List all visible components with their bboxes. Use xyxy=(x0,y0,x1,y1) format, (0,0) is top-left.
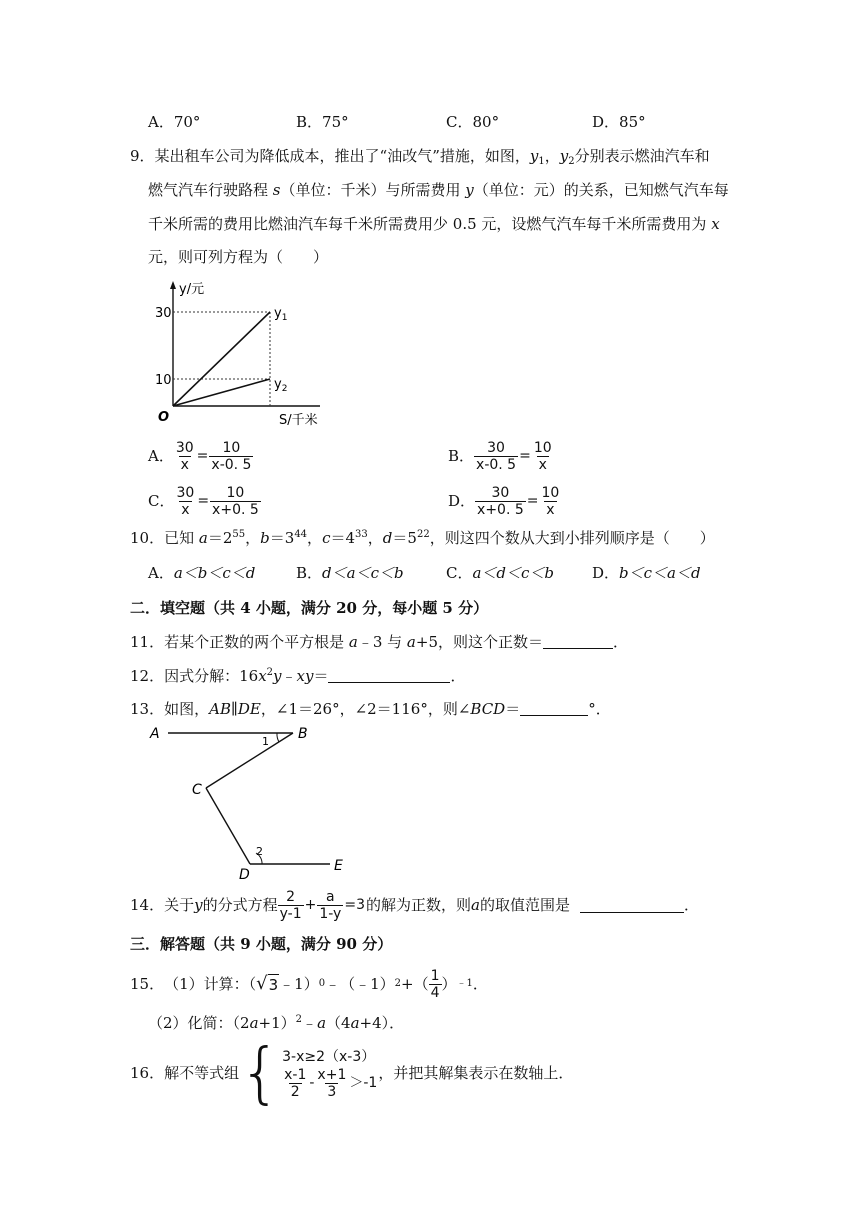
q12-line: 12．因式分解：$16x^2y﹣xy=$ ． xyxy=(130,667,466,685)
angle-1-label: 1 xyxy=(262,735,269,748)
angle-2-label: 2 xyxy=(256,845,263,858)
segment-cd xyxy=(206,788,250,864)
segment-bc xyxy=(206,733,293,788)
q10-option-b: B．d＜a＜c＜b xyxy=(296,564,404,582)
answer-blank[interactable] xyxy=(328,668,450,683)
point-a-label: A xyxy=(150,726,160,742)
x-axis-label: S/千米 xyxy=(279,413,318,428)
answer-blank[interactable] xyxy=(520,701,588,716)
q9-graph xyxy=(155,278,330,428)
point-e-label: E xyxy=(334,858,343,874)
y-axis-arrow xyxy=(170,281,176,289)
sqrt-symbol: √ xyxy=(256,973,268,994)
q8-option-d: D．85° xyxy=(592,113,646,131)
point-b-label: B xyxy=(298,726,308,742)
fraction: $\frac{10}{x}$ xyxy=(533,439,552,473)
q9-line-2: 燃气汽车行驶路程 s（单位：千米）与所需费用 y（单位：元）的关系，已知燃气汽车每 xyxy=(148,181,729,199)
fraction: $\frac{x-1}{2}$ xyxy=(284,1066,307,1100)
q9-option-a: A． $\frac{30}{x}$ = $\frac{10}{x-0. 5}$ xyxy=(148,439,252,473)
fraction: $\frac{10}{x}$ xyxy=(541,484,560,518)
q15-part-2: （2）化简：$(2a+1)^2﹣a(4a+4)$． xyxy=(148,1014,405,1032)
tick-30: 30 xyxy=(155,306,172,321)
system-brace: { xyxy=(239,1034,282,1111)
q9-line-1: 9．某出租车公司为降低成本，推出了“油改气”措施，如图，$y_1$，$y_2$分别表示燃油汽车和 xyxy=(130,147,710,167)
q8-option-b: B．75° xyxy=(296,113,349,131)
fraction: $\frac{30}{x}$ xyxy=(175,439,194,473)
answer-blank[interactable] xyxy=(580,898,684,913)
fraction: $\frac{1}{4}$ xyxy=(430,967,440,1001)
point-c-label: C xyxy=(192,782,202,798)
q8-option-a: A．70° xyxy=(148,113,201,131)
fraction: $\frac{30}{x+0. 5}$ xyxy=(477,484,524,518)
q10-line: 10．已知 $a=2^{55}$，$b=3^{44}$，$c=4^{33}$，$d=5^{22}$，则这四个数从大到小排列顺序是（ ） xyxy=(130,529,715,547)
y-axis-label: y/元 xyxy=(179,282,205,297)
q9-option-d: D． $\frac{30}{x+0. 5}$ = $\frac{10}{x}$ xyxy=(448,484,560,518)
q10-option-d: D．b＜c＜a＜d xyxy=(592,564,701,582)
origin-label: O xyxy=(158,410,170,425)
tick-10: 10 xyxy=(155,373,172,388)
angle-1-arc xyxy=(277,733,279,742)
q8-option-c: C．80° xyxy=(446,113,500,131)
q10-option-a: A．a＜b＜c＜d xyxy=(148,564,256,582)
point-d-label: D xyxy=(239,867,250,882)
q13-figure xyxy=(148,722,358,882)
q10-option-c: C．a＜d＜c＜b xyxy=(446,564,555,582)
inequality-system: 3-x≥2（x-3） $\frac{x-1}{2}$ - $\frac{x+1}{3}$ ＞-1 xyxy=(282,1048,378,1100)
fraction: $\frac{30}{x}$ xyxy=(176,484,195,518)
q11-line: 11．若某个正数的两个平方根是 a﹣3 与 a+5，则这个正数＝ ． xyxy=(130,633,629,651)
fraction: $\frac{2}{y-1}$ xyxy=(279,888,302,922)
section-2-heading: 二．填空题（共 4 小题，满分 20 分，每小题 5 分） xyxy=(130,599,489,617)
q9-option-c: C． $\frac{30}{x}$ = $\frac{10}{x+0. 5}$ xyxy=(148,484,259,518)
fraction: $\frac{10}{x-0. 5}$ xyxy=(211,439,252,473)
q9-line-3: 千米所需的费用比燃油汽车每千米所需费用少 0.5 元，设燃气汽车每千米所需费用为 x xyxy=(148,215,720,233)
q14-line: 14． 关于 y 的分式方程 $\frac{2}{y-1}$ + $\frac{a}{1-y}$ =3 的解为正数，则 a 的取值范围是 ． xyxy=(130,888,699,922)
fraction: $\frac{a}{1-y}$ xyxy=(319,888,342,922)
q16-line: 16． 解不等式组 { 3-x≥2（x-3） $\frac{x-1}{2}$ - $\frac{x+1}{3}$ ＞-1 ，并把其解集表示在数轴上． xyxy=(130,1034,574,1111)
fraction: $\frac{x+1}{3}$ xyxy=(317,1066,347,1100)
answer-blank[interactable] xyxy=(543,634,613,649)
line-y2-label: $y_2$ xyxy=(274,377,288,394)
q15-part-1: 15． （1）计算：（ √ 3 ﹣1） 0 ﹣（﹣1） 2 +（ $\frac{1}{4}$ ） ﹣1 ． xyxy=(130,967,488,1001)
fraction: $\frac{30}{x-0. 5}$ xyxy=(476,439,517,473)
q9-option-b: B． $\frac{30}{x-0. 5}$ = $\frac{10}{x}$ xyxy=(448,439,552,473)
q13-line: 13．如图，AB∥DE，∠1＝26°，∠2＝116°，则∠BCD＝ °． xyxy=(130,700,611,718)
fraction: $\frac{10}{x+0. 5}$ xyxy=(212,484,259,518)
q9-line-4: 元，则可列方程为（ ） xyxy=(148,248,329,266)
section-3-heading: 三．解答题（共 9 小题，满分 90 分） xyxy=(130,935,393,953)
line-y1-label: $y_1$ xyxy=(274,306,288,323)
